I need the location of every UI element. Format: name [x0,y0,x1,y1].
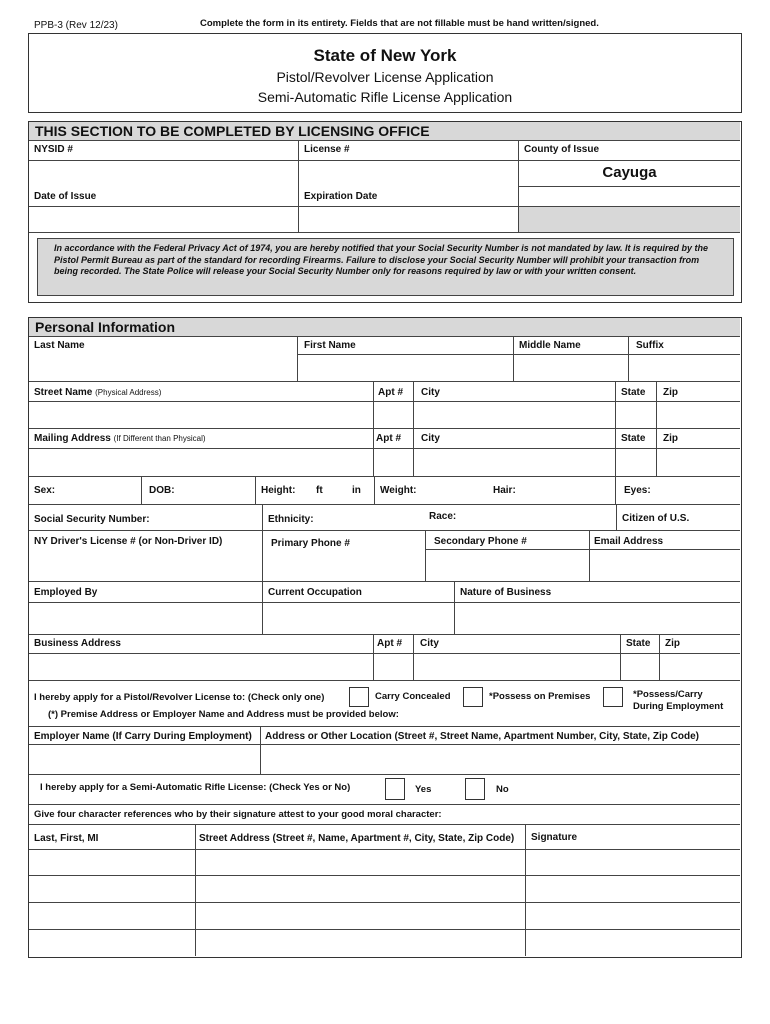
county-label: County of Issue [524,144,600,155]
business-zip-field[interactable] [663,656,737,677]
apply-rifle-text: I hereby apply for a Semi-Automatic Rifle License: (Check Yes or No) [40,782,351,793]
ref4-name-field[interactable] [32,932,192,953]
business-city-label: City [420,638,439,649]
page-title: State of New York [313,46,457,65]
business-zip-label: Zip [665,638,680,649]
mailing-zip-label: Zip [663,433,678,444]
street-state-field[interactable] [619,404,653,426]
email-field[interactable] [593,554,737,578]
mailing-apt-field[interactable] [376,451,410,473]
citizen-label[interactable]: Citizen of U.S. [622,513,690,524]
business-address-field[interactable] [32,656,370,677]
ref3-address-field[interactable] [199,905,521,926]
ref2-name-field[interactable] [32,878,192,899]
possess-carry-employment-checkbox[interactable] [603,687,623,707]
rifle-no-checkbox[interactable] [465,778,485,800]
form-id: PPB-3 (Rev 12/23) [34,20,118,31]
first-name-label: First Name [304,340,356,351]
license-number-label: License # [304,144,350,155]
street-name-field[interactable] [32,404,370,426]
mailing-city-field[interactable] [417,451,612,473]
privacy-notice [37,238,734,296]
middle-name-field[interactable] [517,356,625,378]
middle-name-label: Middle Name [519,340,581,351]
business-city-field[interactable] [417,656,617,677]
height-in-label: in [352,485,361,496]
nysid-label: NYSID # [34,144,73,155]
date-issue-label: Date of Issue [34,191,97,202]
employed-by-field[interactable] [32,606,258,631]
rifle-no-label: No [496,784,509,795]
address-other-field[interactable] [264,747,737,771]
race-label[interactable]: Race: [429,511,457,522]
email-label: Email Address [594,536,664,547]
possess-carry-label-1: *Possess/Carry [633,689,703,700]
nature-business-label: Nature of Business [460,587,552,598]
apply-pistol-text: I hereby apply for a Pistol/Revolver License to: (Check only one) [34,692,325,703]
ref3-name-field[interactable] [32,905,192,926]
possess-premises-checkbox[interactable] [463,687,483,707]
hair-label[interactable]: Hair: [493,485,516,496]
carry-concealed-checkbox[interactable] [349,687,369,707]
date-issue-field[interactable] [32,209,294,229]
business-apt-label: Apt # [377,638,402,649]
ethnicity-label[interactable]: Ethnicity: [268,514,314,525]
business-apt-field[interactable] [376,656,410,677]
employer-name-field[interactable] [32,747,256,771]
mailing-address-field[interactable] [32,451,370,473]
street-zip-field[interactable] [660,404,737,426]
mailing-apt-label: Apt # [376,433,401,444]
possess-carry-label-2: During Employment [633,701,724,712]
street-state-label: State [621,387,646,398]
sex-label[interactable]: Sex: [34,485,56,496]
ref1-name-field[interactable] [32,852,192,872]
employer-name-label: Employer Name (If Carry During Employment) [34,731,252,742]
primary-phone-field[interactable] [266,554,422,578]
suffix-field[interactable] [632,356,737,378]
dob-label[interactable]: DOB: [149,485,175,496]
ref-signature-header: Signature [531,832,578,843]
licensing-heading: THIS SECTION TO BE COMPLETED BY LICENSING OFFICE [35,123,430,139]
occupation-field[interactable] [266,606,450,631]
business-address-label: Business Address [34,638,121,649]
personal-section [28,317,742,958]
mailing-city-label: City [421,433,440,444]
height-ft-label: ft [316,485,323,496]
ref2-address-field[interactable] [199,878,521,899]
address-other-label: Address or Other Location (Street #, Street Name, Apartment Number, City, State, Zip Code) [265,731,699,742]
last-name-label: Last Name [34,340,85,351]
carry-concealed-label: Carry Concealed [375,691,451,702]
subtitle-pistol: Pistol/Revolver License Application [276,69,494,85]
nature-business-field[interactable] [458,606,737,631]
expiration-label: Expiration Date [304,191,378,202]
ref-address-header: Street Address (Street #, Name, Apartment #, City, State, Zip Code) [199,833,515,844]
premise-note: (*) Premise Address or Employer Name and Address must be provided below: [48,709,399,720]
primary-phone-label: Primary Phone # [271,538,350,549]
dl-label: NY Driver's License # (or Non-Driver ID) [34,536,223,547]
street-apt-label: Apt # [378,387,403,398]
weight-label[interactable]: Weight: [380,485,417,496]
suffix-label: Suffix [636,340,664,351]
dl-field[interactable] [32,554,258,578]
secondary-phone-label: Secondary Phone # [434,536,527,547]
form-instruction: Complete the form in its entirety. Fields that are not fillable must be hand written/signed. [200,18,599,29]
title-box [28,33,742,113]
street-zip-label: Zip [663,387,678,398]
references-intro: Give four character references who by their signature attest to your good moral character: [34,809,442,820]
subtitle-rifle: Semi-Automatic Rifle License Application [257,89,513,105]
ssn-label[interactable]: Social Security Number: [34,514,150,525]
rifle-yes-label: Yes [415,784,432,795]
business-state-label: State [626,638,651,649]
employed-by-label: Employed By [34,587,98,598]
expiration-field[interactable] [302,209,514,229]
privacy-text: In accordance with the Federal Privacy Act of 1974, you are hereby notified that your Social Security Number is not mandated by law. It is required by the Pistol Permit Bureau as part of the standard for recording Firearms. Failure to disclose your Social Security Number will prohibit your transaction from being recorded. The State Police will release your Social Security Number only for reasons required by law or with your written consent. [54,243,709,276]
ref-name-header: Last, First, MI [34,833,99,844]
ref4-address-field[interactable] [199,932,521,953]
street-apt-field[interactable] [376,404,410,426]
mailing-state-label: State [621,433,646,444]
height-label[interactable]: Height: [261,485,296,496]
county-grey-cell [519,207,740,232]
mailing-zip-field[interactable] [660,451,737,473]
business-state-field[interactable] [623,656,656,677]
rifle-yes-checkbox[interactable] [385,778,405,800]
occupation-label: Current Occupation [268,587,362,598]
mailing-label: Mailing Address (If Different than Physical) [34,433,206,444]
personal-heading: Personal Information [35,319,176,335]
last-name-field[interactable] [32,356,294,378]
mailing-state-field[interactable] [619,451,653,473]
street-city-field[interactable] [417,404,612,426]
licensing-section [28,121,742,303]
street-name-label: Street Name (Physical Address) [34,387,162,398]
county-value: Cayuga [602,164,657,181]
street-city-label: City [421,387,440,398]
possess-premises-label: *Possess on Premises [489,691,591,702]
ref1-address-field[interactable] [199,852,521,872]
eyes-label[interactable]: Eyes: [624,485,651,496]
secondary-phone-field[interactable] [429,554,585,578]
first-name-field[interactable] [301,356,509,378]
